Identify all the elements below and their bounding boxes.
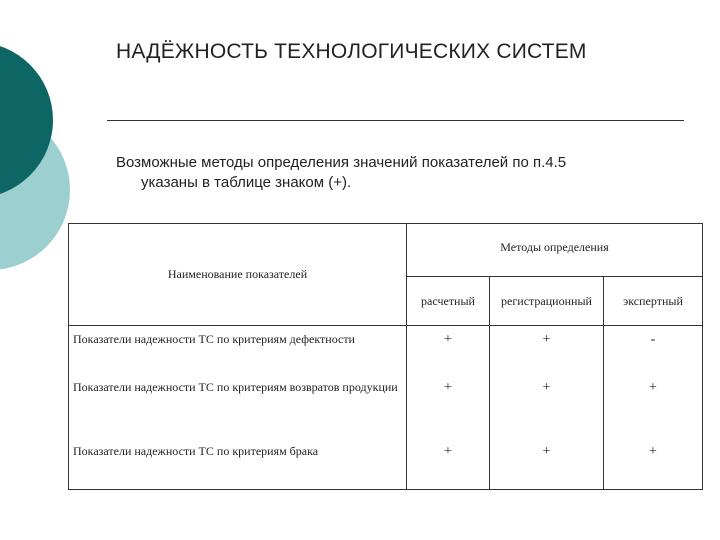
header-method-registration: регистрационный: [490, 277, 604, 326]
row-mark: +: [490, 326, 604, 374]
header-indicator-name: Наименование показателей: [69, 224, 407, 326]
header-method-expert: экспертный: [604, 277, 703, 326]
row-mark: +: [490, 374, 604, 438]
row-mark: +: [490, 438, 604, 490]
row-name-returns: Показатели надежности ТС по критериям возвратов продукции: [69, 374, 407, 438]
table-row: [69, 438, 703, 490]
table-row: [69, 326, 703, 374]
row-mark: +: [407, 326, 490, 374]
subtitle-line-2: указаны в таблице знаком (+).: [141, 174, 352, 191]
row-mark: +: [604, 438, 703, 490]
header-methods-group: Методы определения: [407, 224, 703, 277]
slide-subtitle: [116, 153, 696, 193]
row-name-scrap: Показатели надежности ТС по критериям брака: [69, 438, 407, 490]
title-divider: [107, 120, 684, 121]
row-mark: +: [604, 374, 703, 438]
slide-title: НАДЁЖНОСТЬ ТЕХНОЛОГИЧЕСКИХ СИСТЕМ: [116, 40, 587, 63]
header-method-calculated: расчетный: [407, 277, 490, 326]
row-mark: -: [604, 326, 703, 374]
table-row: [69, 374, 703, 438]
row-mark: +: [407, 374, 490, 438]
row-name-defects: Показатели надежности ТС по критериям дефектности: [69, 326, 407, 374]
row-mark: +: [407, 438, 490, 490]
methods-table: [68, 223, 703, 490]
subtitle-line-1: Возможные методы определения значений показателей по п.4.5: [116, 154, 567, 171]
